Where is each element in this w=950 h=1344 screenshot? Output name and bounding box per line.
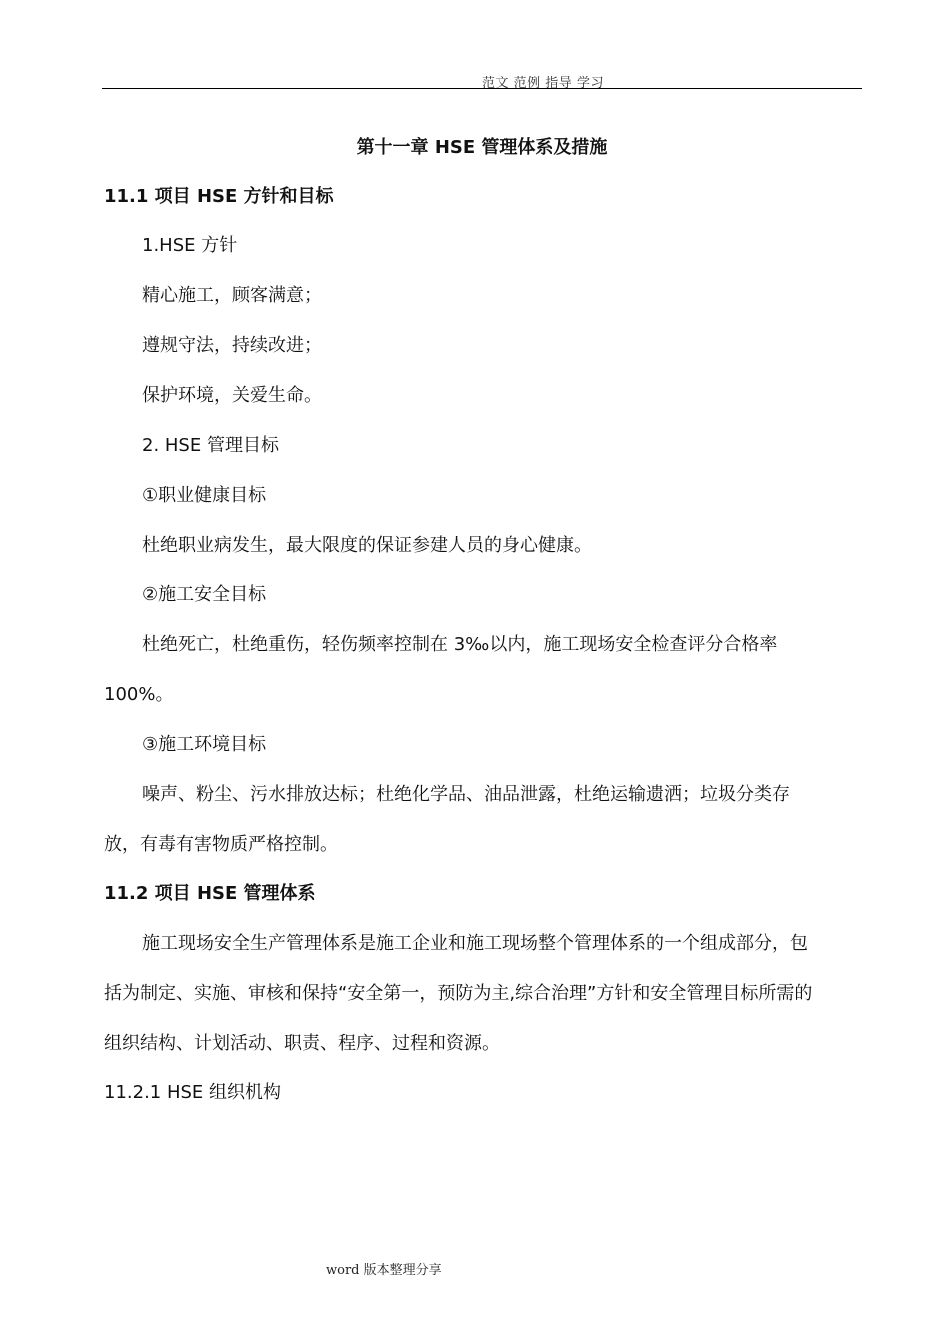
subsection-heading-11-2-1: 11.2.1 HSE 组织机构 [104,1082,282,1103]
page-footer-text: word 版本整理分享 [326,1263,442,1278]
header-divider [102,88,862,89]
goal-2-title: ②施工安全目标 [142,584,267,605]
chapter-title: 第十一章 HSE 管理体系及措施 [356,137,608,158]
goal-1-text: 杜绝职业病发生，最大限度的保证参建人员的身心健康。 [142,535,592,556]
policy-item-2: 遵规守法，持续改进； [142,335,322,356]
page-header-text: 范文 范例 指导 学习 [482,76,604,91]
section-2-para-line1: 施工现场安全生产管理体系是施工企业和施工现场整个管理体系的一个组成部分，包 [142,933,808,954]
goal-2-text-line1: 杜绝死亡，杜绝重伤，轻伤频率控制在 3‰以内，施工现场安全检查评分合格率 [142,634,778,655]
goal-3-title: ③施工环境目标 [142,734,267,755]
policy-item-1: 精心施工，顾客满意； [142,285,322,306]
goal-2-text-line2: 100%。 [104,684,174,705]
section-2-para-line3: 组织结构、计划活动、职责、程序、过程和资源。 [104,1033,500,1054]
section-heading-11-2: 11.2 项目 HSE 管理体系 [104,883,316,904]
goals-heading: 2. HSE 管理目标 [142,435,279,456]
policy-heading: 1.HSE 方针 [142,235,238,256]
goal-3-text-line1: 噪声、粉尘、污水排放达标；杜绝化学品、油品泄露，杜绝运输遗洒；垃圾分类存 [142,784,790,805]
goal-3-text-line2: 放，有毒有害物质严格控制。 [104,834,338,855]
section-heading-11-1: 11.1 项目 HSE 方针和目标 [104,186,334,207]
goal-1-title: ①职业健康目标 [142,485,267,506]
policy-item-3: 保护环境，关爱生命。 [142,385,322,406]
section-2-para-line2: 括为制定、实施、审核和保持“安全第一，预防为主,综合治理”方针和安全管理目标所需的 [104,983,813,1004]
